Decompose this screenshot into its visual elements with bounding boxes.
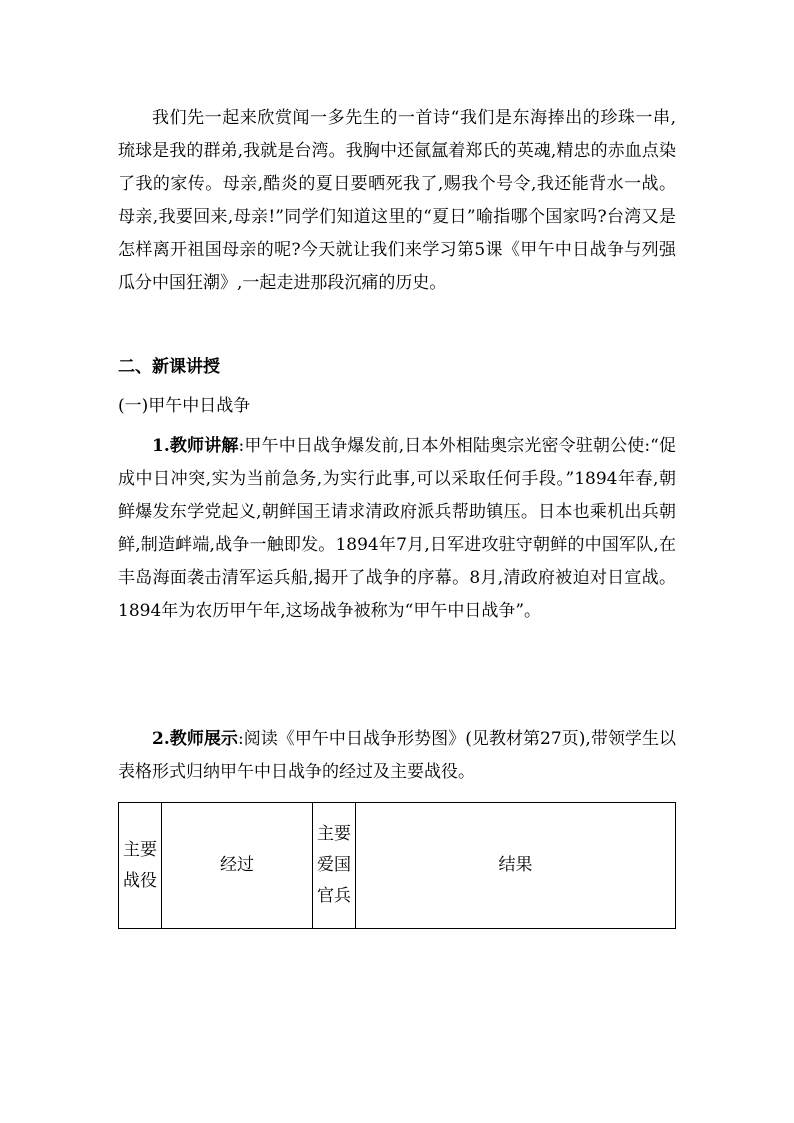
table-header-row	[119, 803, 676, 929]
item2-text: :阅读《甲午中日战争形势图》(见教材第27页),带领学生以表格形式归纳甲午中日战争的经过及主要战役。	[118, 729, 677, 782]
item1-text: :甲午中日战争爆发前,日本外相陆奥宗光密令驻朝公使:“促成中日冲突,实为当前急务,为实行此事,可以采取任何手段。”1894年春,朝鲜爆发东学党起义,朝鲜国王请求清政府派兵帮助镇压。日本也乘机出兵朝鲜,制造衅端,战争一触即发。1894年7月,日军进攻驻守朝鲜的中国军队,在丰岛海面袭击清军运兵船,揭开了战争的序幕。8月,清政府被迫对日宣战。1894年为农历甲午年,这场战争被称为“甲午中日战争”。	[118, 436, 676, 621]
item2-paragraph	[118, 723, 676, 789]
header-result: 结果	[356, 803, 676, 929]
header-process: 经过	[162, 803, 313, 929]
section-heading: 二、新课讲授	[118, 357, 220, 377]
battle-summary-table	[118, 802, 676, 929]
item2-label: 2.教师展示	[152, 729, 238, 749]
header-main-battles: 主要战役	[119, 803, 162, 929]
header-patriotic-soldiers: 主要爱国官兵	[313, 803, 356, 929]
item1-paragraph	[118, 430, 676, 628]
item1-label: 1.教师讲解	[152, 436, 239, 456]
intro-paragraph: 我们先一起来欣赏闻一多先生的一首诗“我们是东海捧出的珍珠一串,琉球是我的群弟,我就是台湾。我胸中还氤氲着郑氏的英魂,精忠的赤血点染了我的家传。母亲,酷炎的夏日要晒死我了,赐我个号令,我还能背水一战。母亲,我要回来,母亲!”同学们知道这里的“夏日”喻指哪个国家吗?台湾又是怎样离开祖国母亲的呢?今天就让我们来学习第5课《甲午中日战争与列强瓜分中国狂潮》,一起走进那段沉痛的历史。	[118, 108, 676, 293]
subsection-heading: (一)甲午中日战争	[118, 396, 251, 416]
